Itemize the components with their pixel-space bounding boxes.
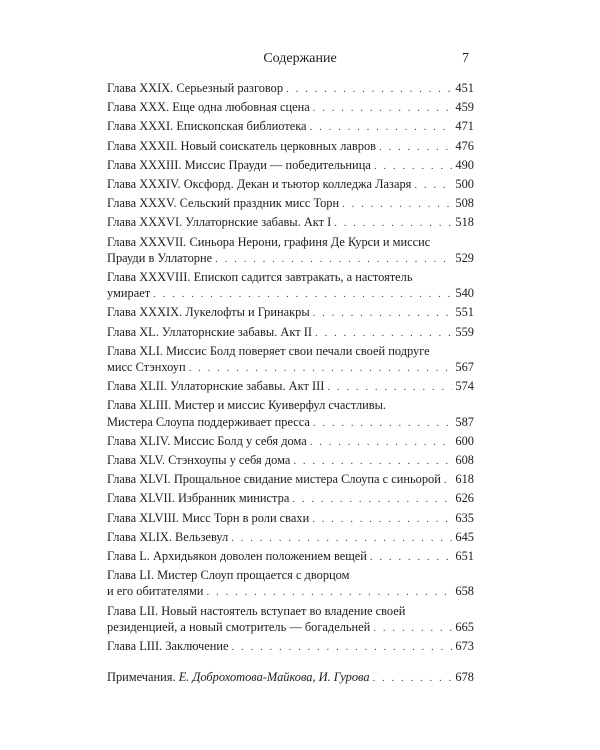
chapter-title: Глава L. Архидьякон доволен положением вещей xyxy=(107,549,367,564)
toc-entry xyxy=(107,99,474,116)
toc-entry-line xyxy=(107,359,474,376)
chapter-title: резиденцией, а новый смотритель — богадельней xyxy=(107,619,371,634)
toc-entry xyxy=(107,138,474,155)
toc-entry xyxy=(107,214,474,231)
toc-entry-line xyxy=(107,234,474,250)
toc-entry xyxy=(107,343,474,376)
chapter-title: Глава XLIII. Мистер и миссис Куиверфул счастливы. xyxy=(107,398,387,413)
dot-leader xyxy=(286,81,452,97)
dot-leader xyxy=(374,158,453,174)
dot-leader xyxy=(370,549,453,565)
toc-entry xyxy=(107,80,474,97)
dot-leader xyxy=(293,453,452,469)
dot-leader xyxy=(310,119,453,135)
toc-entry-line xyxy=(107,99,474,116)
toc-entry-line xyxy=(107,118,474,135)
chapter-title: Глава XLVI. Прощальное свидание мистера Слоупа с синьорой xyxy=(107,472,441,487)
toc-entry xyxy=(107,304,474,321)
entry-page-number: 508 xyxy=(455,196,474,211)
page-header xyxy=(0,49,600,69)
dot-leader xyxy=(292,491,452,507)
chapter-title: умирает xyxy=(107,286,151,301)
chapter-title: Глава XXX. Еще одна любовная сцена xyxy=(107,100,310,115)
dot-leader xyxy=(313,305,453,321)
dot-leader xyxy=(189,360,453,376)
toc-entry-line xyxy=(107,490,474,507)
dot-leader xyxy=(414,177,452,193)
toc-entry-line xyxy=(107,583,474,600)
toc-entry-line xyxy=(107,619,474,636)
toc-entry-line xyxy=(107,285,474,302)
entry-page-number: 529 xyxy=(455,250,474,265)
chapter-title: Глава XLVII. Избранник министра xyxy=(107,491,290,506)
dot-leader xyxy=(334,215,452,231)
entry-page-number: 459 xyxy=(455,100,474,115)
chapter-title: мисс Стэнхоуп xyxy=(107,360,186,375)
dot-leader xyxy=(379,139,452,155)
dot-leader xyxy=(373,620,452,636)
chapter-title: Глава XXXII. Новый соискатель церковных лавров xyxy=(107,138,377,153)
toc-entry xyxy=(107,638,474,655)
entry-page-number: 559 xyxy=(455,324,474,339)
chapter-title: Глава XLI. Миссис Болд поверяет свои печали своей подруге xyxy=(107,343,430,358)
table-of-contents xyxy=(107,80,474,689)
chapter-title: Глава LI. Мистер Слоуп прощается с дворцом xyxy=(107,568,350,583)
dot-leader xyxy=(373,670,453,686)
dot-leader xyxy=(313,415,453,431)
entry-page-number: 651 xyxy=(455,549,474,564)
toc-entry-notes xyxy=(107,669,474,686)
entry-page-number: 658 xyxy=(455,584,474,599)
toc-entry-line xyxy=(107,548,474,565)
toc-entry xyxy=(107,452,474,469)
toc-entry xyxy=(107,378,474,395)
toc-entry xyxy=(107,510,474,527)
chapter-title: Глава XXXIV. Оксфорд. Декан и тьютор колледжа Лазаря xyxy=(107,177,412,192)
chapter-title: Глава XLVIII. Мисс Торн в роли свахи xyxy=(107,510,310,525)
entry-page-number: 600 xyxy=(455,433,474,448)
chapter-title: Глава XL. Уллаторнские забавы. Акт II xyxy=(107,324,312,339)
toc-entry xyxy=(107,269,474,302)
entry-page-number: 608 xyxy=(455,453,474,468)
dot-leader xyxy=(310,434,453,450)
chapter-title: Глава XXXVIII. Епископ садится завтракать, а настоятель xyxy=(107,270,413,285)
dot-leader xyxy=(206,584,452,600)
toc-entry xyxy=(107,157,474,174)
notes-label: Примечания. xyxy=(107,670,176,685)
toc-entry-line xyxy=(107,304,474,321)
toc-entry xyxy=(107,397,474,430)
toc-entry-line xyxy=(107,343,474,359)
toc-entry-line xyxy=(107,603,474,619)
chapter-title: Глава XXXI. Епископская библиотека xyxy=(107,119,307,134)
entry-page-number: 471 xyxy=(455,119,474,134)
toc-entry-line xyxy=(107,157,474,174)
dot-leader xyxy=(342,196,452,212)
toc-entry-line xyxy=(107,452,474,469)
toc-entry-line xyxy=(107,138,474,155)
entry-page-number: 551 xyxy=(455,305,474,320)
toc-entry-line xyxy=(107,80,474,97)
dot-leader xyxy=(444,472,453,488)
toc-entry xyxy=(107,567,474,600)
chapter-title: Глава LII. Новый настоятель вступает во владение своей xyxy=(107,603,406,618)
chapter-title: Мистера Слоупа поддерживает пресса xyxy=(107,414,310,429)
chapter-title: Прауди в Уллаторне xyxy=(107,250,213,265)
entry-page-number: 626 xyxy=(455,491,474,506)
chapter-title: Глава LIII. Заключение xyxy=(107,639,229,654)
entry-page-number: 540 xyxy=(455,286,474,301)
entry-page-number: 518 xyxy=(455,215,474,230)
running-title: Содержание xyxy=(263,51,337,66)
toc-entry xyxy=(107,234,474,267)
entry-page-number: 500 xyxy=(455,177,474,192)
toc-entry-line xyxy=(107,176,474,193)
toc-entry xyxy=(107,118,474,135)
chapter-title: Глава XXXV. Сельский праздник мисс Торн xyxy=(107,196,340,211)
toc-entry-line xyxy=(107,269,474,285)
toc-entry-line xyxy=(107,195,474,212)
toc-entry-line xyxy=(107,324,474,341)
chapter-title: Глава XXXIX. Лукелофты и Гринакры xyxy=(107,305,310,320)
chapter-title: Глава XXXIII. Миссис Прауди — победительница xyxy=(107,157,371,172)
entry-page-number: 574 xyxy=(455,379,474,394)
toc-entry xyxy=(107,324,474,341)
toc-entry xyxy=(107,471,474,488)
chapter-title: Глава XXXVII. Синьора Нерони, графиня Де Курси и миссис xyxy=(107,234,431,249)
entry-page-number: 678 xyxy=(455,670,474,685)
toc-entry-line xyxy=(107,397,474,413)
toc-entry-line xyxy=(107,433,474,450)
dot-leader xyxy=(215,251,452,267)
toc-entry-line xyxy=(107,471,474,488)
toc-entry-line xyxy=(107,510,474,527)
toc-entry xyxy=(107,490,474,507)
dot-leader xyxy=(313,100,453,116)
entry-page-number: 490 xyxy=(455,157,474,172)
toc-entry-line xyxy=(107,214,474,231)
chapter-title: Глава XXIX. Серьезный разговор xyxy=(107,81,284,95)
toc-entry-line xyxy=(107,414,474,431)
toc-entry-line xyxy=(107,378,474,395)
toc-entry-line xyxy=(107,250,474,267)
chapter-title: Глава XLV. Стэнхоупы у себя дома xyxy=(107,453,291,468)
toc-entry-line xyxy=(107,669,474,686)
toc-entry xyxy=(107,529,474,546)
toc-entry-line xyxy=(107,638,474,655)
entry-page-number: 618 xyxy=(455,472,474,487)
dot-leader xyxy=(232,639,453,655)
chapter-title: и его обитателями xyxy=(107,584,204,599)
entry-page-number: 567 xyxy=(455,360,474,375)
chapter-title: Глава XLIX. Вельзевул xyxy=(107,529,229,544)
dot-leader xyxy=(153,286,452,302)
toc-entry xyxy=(107,433,474,450)
dot-leader xyxy=(312,511,452,527)
dot-leader xyxy=(327,379,452,395)
dot-leader xyxy=(315,325,452,341)
chapter-title: Глава XXXVI. Уллаторнские забавы. Акт I xyxy=(107,215,332,230)
toc-entry xyxy=(107,603,474,636)
notes-authors: Е. Доброхотова-Майкова, И. Гурова xyxy=(178,670,370,685)
dot-leader xyxy=(231,530,452,546)
chapter-title: Глава XLIV. Миссис Болд у себя дома xyxy=(107,433,307,448)
toc-entry xyxy=(107,548,474,565)
chapter-title: Глава XLII. Уллаторнские забавы. Акт III xyxy=(107,379,325,394)
toc-entry-line xyxy=(107,529,474,546)
page-number: 7 xyxy=(462,51,469,66)
toc-entry xyxy=(107,176,474,193)
entry-page-number: 451 xyxy=(455,81,474,95)
entry-page-number: 665 xyxy=(455,619,474,634)
entry-page-number: 635 xyxy=(455,510,474,525)
toc-entry-line xyxy=(107,567,474,583)
entry-page-number: 476 xyxy=(455,138,474,153)
entry-page-number: 673 xyxy=(455,639,474,654)
entry-page-number: 587 xyxy=(455,414,474,429)
entry-page-number: 645 xyxy=(455,529,474,544)
toc-entry xyxy=(107,195,474,212)
